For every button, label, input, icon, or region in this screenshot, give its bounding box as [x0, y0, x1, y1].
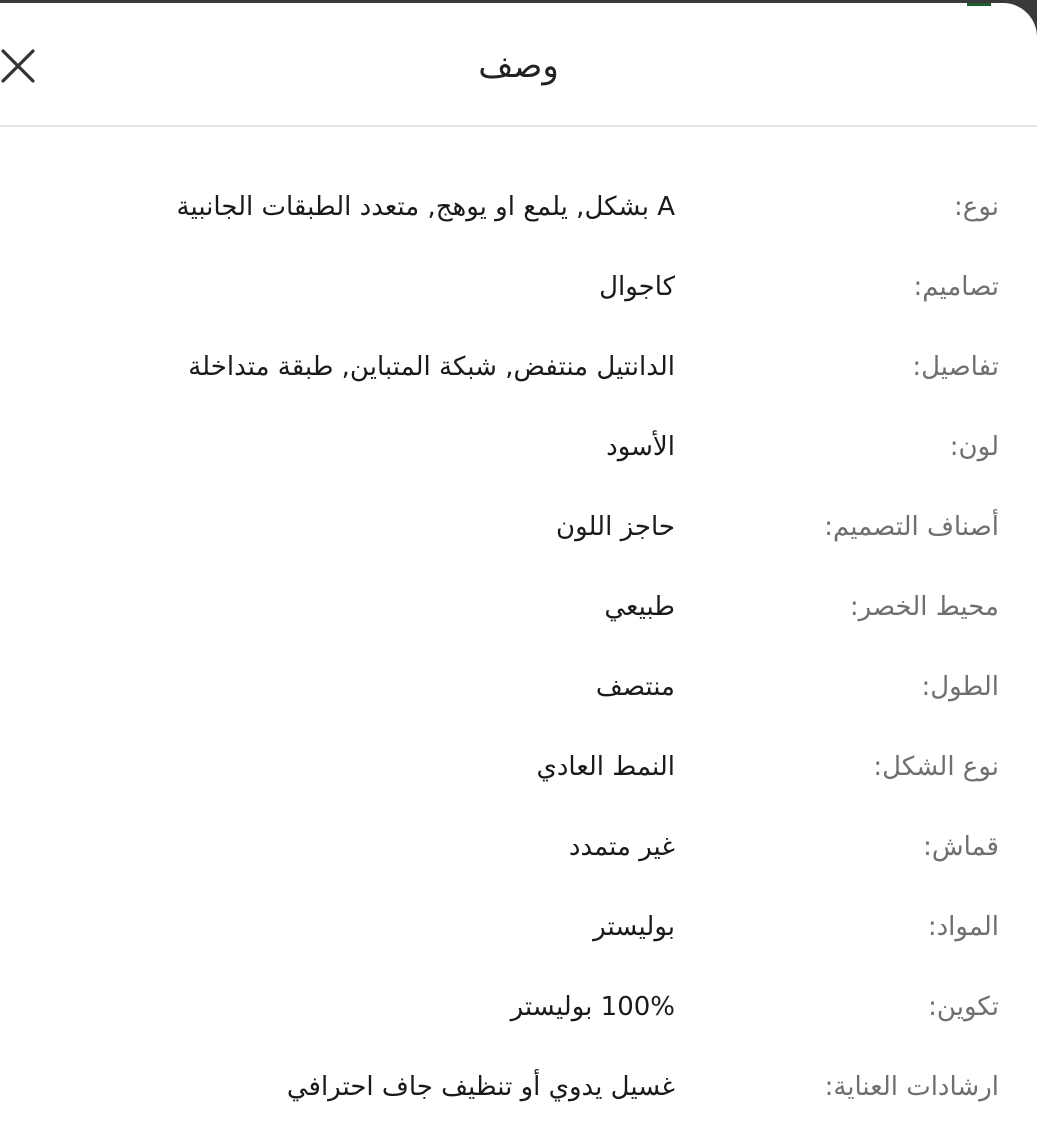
description-sheet: [0, 3, 1037, 1127]
spec-label: المواد:: [927, 912, 999, 942]
spec-label: محيط الخصر:: [849, 592, 999, 622]
spec-label: نوع:: [954, 192, 999, 222]
spec-value: الأسود: [606, 432, 675, 462]
spec-value: النمط العادي: [536, 752, 675, 782]
spec-row-fabric: [0, 807, 1037, 887]
spec-row-length: [0, 647, 1037, 727]
spec-label: أصناف التصميم:: [824, 512, 999, 542]
spec-label: ارشادات العناية:: [824, 1072, 999, 1102]
spec-value: الدانتيل منتفض, شبكة المتباين, طبقة متداخلة: [188, 352, 675, 382]
spec-row-pattern-type: [0, 487, 1037, 567]
spec-label: نوع الشكل:: [873, 752, 999, 782]
spec-row-details: [0, 327, 1037, 407]
spec-label: لون:: [949, 432, 999, 462]
spec-row-waistline: [0, 567, 1037, 647]
spec-row-color: [0, 407, 1037, 487]
spec-row-fit-type: [0, 727, 1037, 807]
spec-row-composition: [0, 967, 1037, 1047]
spec-label: تفاصيل:: [912, 352, 999, 382]
sheet-header: [0, 3, 1037, 127]
spec-value: A بشكل, يلمع او يوهج, متعدد الطبقات الجانبية: [176, 192, 675, 222]
spec-row-care-instructions: [0, 1047, 1037, 1127]
spec-value: غير متمدد: [568, 832, 675, 862]
spec-value: بوليستر: [593, 912, 675, 942]
spec-value: كاجوال: [599, 272, 675, 302]
page-title: وصف: [478, 46, 559, 86]
spec-label: تكوين:: [928, 992, 999, 1022]
spec-value: 100% بوليستر: [510, 992, 675, 1022]
spec-label: الطول:: [921, 672, 999, 702]
spec-label: تصاميم:: [913, 272, 999, 302]
spec-row-material: [0, 887, 1037, 967]
spec-value: حاجز اللون: [556, 512, 675, 542]
spec-row-designs: [0, 247, 1037, 327]
spec-value: طبيعي: [604, 592, 675, 622]
spec-value: غسيل يدوي أو تنظيف جاف احترافي: [286, 1072, 675, 1102]
spec-label: قماش:: [923, 832, 999, 862]
spec-list: [0, 167, 1037, 1127]
spec-value: منتصف: [595, 672, 675, 702]
spec-row-type: [0, 167, 1037, 247]
